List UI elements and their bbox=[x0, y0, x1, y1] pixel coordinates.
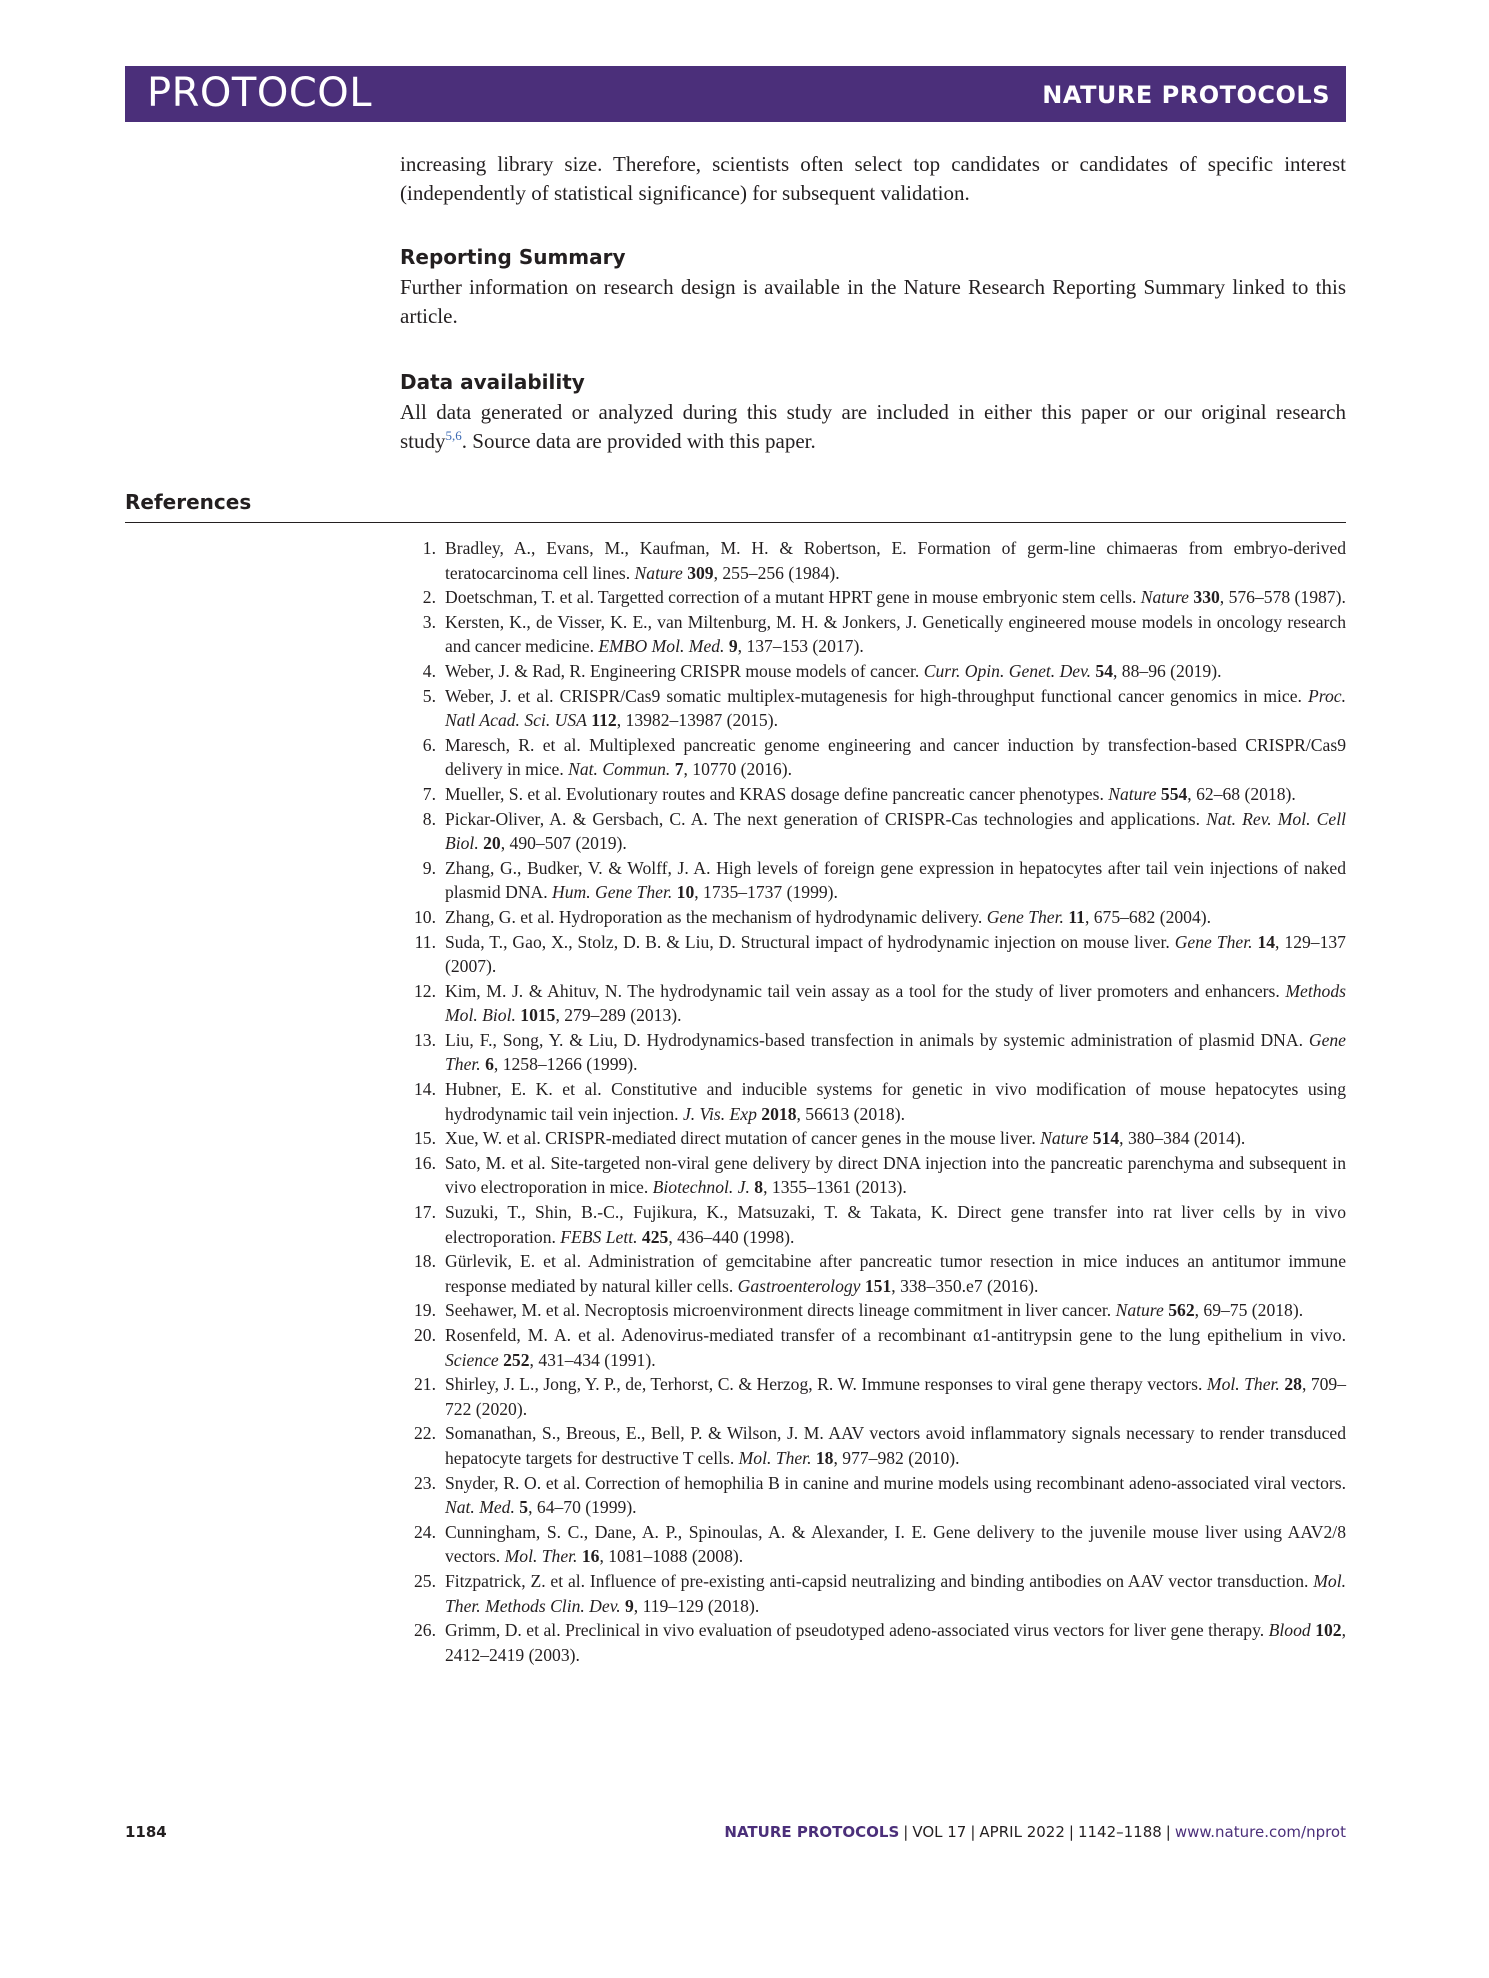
reference-text: Grimm, D. et al. Preclinical in vivo evaluation of pseudotyped adeno-associated virus vectors for liver gene therapy. bbox=[445, 1620, 1265, 1641]
reference-number: 20. bbox=[414, 1325, 436, 1345]
reference-journal: Mol. Ther. bbox=[504, 1546, 578, 1567]
reference-volume: 10 bbox=[676, 882, 695, 903]
reference-number: 14. bbox=[414, 1079, 436, 1100]
reference-number: 16. bbox=[414, 1152, 436, 1173]
reference-text: Gürlevik, E. et al. Administration of gemcitabine after pancreatic tumor resection in mice induces an antitumor immune response mediated by natural killer cells. bbox=[445, 1251, 1346, 1296]
reference-text: Somanathan, S., Breous, E., Bell, P. & Wilson, J. M. AAV vectors avoid inflammatory signals necessary to render transduced hepatocyte targets for destructive T cells. bbox=[445, 1423, 1346, 1468]
reference-pages-year: , 436–440 (1998). bbox=[668, 1226, 795, 1247]
reference-journal: Mol. Ther. bbox=[1206, 1374, 1280, 1395]
reference-item bbox=[400, 1471, 1346, 1520]
reference-item bbox=[400, 930, 1346, 979]
reference-text: Zhang, G. et al. Hydroporation as the mechanism of hydrodynamic delivery. bbox=[445, 906, 983, 927]
reference-number: 6. bbox=[422, 734, 436, 755]
reference-text: Xue, W. et al. CRISPR-mediated direct mutation of cancer genes in the mouse liver. bbox=[445, 1128, 1036, 1149]
reference-journal: Gene Ther. bbox=[1174, 931, 1253, 952]
data-availability-text-main: All data generated or analyzed during this study are included in either this paper or our original research study bbox=[400, 400, 1346, 453]
reference-text: Bradley, A., Evans, M., Kaufman, M. H. & Robertson, E. Formation of germ-line chimaeras from embryo-derived teratocarcinoma cell lines. bbox=[445, 538, 1346, 583]
reference-text: Sato, M. et al. Site-targeted non-viral gene delivery by direct DNA injection into the pancreatic parenchyma and subsequent in vivo electroporation in mice. bbox=[445, 1152, 1346, 1198]
footer-date: APRIL 2022 bbox=[979, 1823, 1065, 1841]
reference-item bbox=[400, 979, 1346, 1028]
reference-text: Suzuki, T., Shin, B.-C., Fujikura, K., Matsuzaki, T. & Takata, K. Direct gene transfer into rat liver cells by in vivo electroporation. bbox=[445, 1202, 1346, 1247]
header-banner bbox=[125, 66, 1346, 122]
reference-volume: 9 bbox=[728, 636, 738, 657]
data-availability-heading: Data availability bbox=[400, 370, 585, 394]
reference-item bbox=[400, 1421, 1346, 1470]
reference-journal: Mol. Ther. bbox=[738, 1447, 812, 1468]
reference-pages-year: , 338–350.e7 (2016). bbox=[891, 1275, 1039, 1296]
reference-pages-year: , 64–70 (1999). bbox=[528, 1497, 637, 1518]
reference-journal: Blood bbox=[1268, 1620, 1311, 1641]
reference-item bbox=[400, 1569, 1346, 1618]
reference-item bbox=[400, 684, 1346, 733]
reference-journal: Hum. Gene Ther. bbox=[552, 882, 673, 903]
reference-number: 26. bbox=[414, 1620, 436, 1641]
reference-item bbox=[400, 782, 1346, 807]
reference-pages-year: , 62–68 (2018). bbox=[1187, 783, 1296, 804]
reference-journal: Nat. Med. bbox=[445, 1497, 515, 1518]
reference-item bbox=[400, 807, 1346, 856]
reference-pages-year: , 1258–1266 (1999). bbox=[493, 1054, 638, 1075]
reference-item bbox=[400, 1372, 1346, 1421]
reference-number: 24. bbox=[414, 1521, 436, 1542]
reference-item bbox=[400, 1151, 1346, 1200]
reference-pages-year: , 380–384 (2014). bbox=[1119, 1128, 1246, 1149]
reference-number: 15. bbox=[414, 1128, 436, 1149]
reference-journal: Gene Ther. bbox=[445, 1029, 1346, 1075]
reference-text: Cunningham, S. C., Dane, A. P., Spinoulas, A. & Alexander, I. E. Gene delivery to the juvenile mouse liver using AAV2/8 vectors. bbox=[445, 1521, 1346, 1567]
reference-volume: 7 bbox=[674, 759, 684, 780]
reference-journal: Nature bbox=[1108, 783, 1157, 804]
reference-volume: 18 bbox=[815, 1447, 834, 1468]
reference-volume: 5 bbox=[519, 1497, 529, 1518]
reference-volume: 112 bbox=[591, 710, 617, 731]
reference-text: Rosenfeld, M. A. et al. Adenovirus-mediated transfer of a recombinant α1-antitrypsin gene to the lung epithelium in vivo. bbox=[445, 1325, 1346, 1345]
reference-journal: Science bbox=[445, 1349, 499, 1370]
reference-item bbox=[400, 1520, 1346, 1569]
reference-number: 3. bbox=[422, 611, 436, 632]
reference-volume: 9 bbox=[625, 1595, 634, 1616]
reference-number: 22. bbox=[414, 1423, 436, 1444]
reference-number: 18. bbox=[414, 1251, 436, 1272]
reference-volume: 1015 bbox=[520, 1005, 556, 1026]
reference-journal: Nature bbox=[1040, 1128, 1089, 1149]
reference-text: Liu, F., Song, Y. & Liu, D. Hydrodynamics-based transfection in animals by systemic administration of plasmid DNA. bbox=[445, 1029, 1303, 1050]
reference-pages-year: , 129–137 (2007). bbox=[445, 931, 1346, 977]
citation-link[interactable]: 5,6 bbox=[445, 428, 462, 443]
reference-journal: Nature bbox=[634, 562, 683, 583]
reference-journal: Curr. Opin. Genet. Dev. bbox=[923, 660, 1091, 681]
reference-number: 23. bbox=[414, 1472, 436, 1493]
reference-text: Mueller, S. et al. Evolutionary routes and KRAS dosage define pancreatic cancer phenotypes. bbox=[445, 783, 1104, 804]
footer-separator: | bbox=[903, 1823, 909, 1841]
reference-text: Maresch, R. et al. Multiplexed pancreatic genome engineering and cancer induction by transfection-based CRISPR/Cas9 delivery in mice. bbox=[445, 734, 1346, 780]
reference-pages-year: , 10770 (2016). bbox=[683, 759, 792, 780]
reference-volume: 11 bbox=[1068, 906, 1085, 927]
reference-volume: 54 bbox=[1095, 660, 1113, 681]
footer-separator: | bbox=[970, 1823, 976, 1841]
reference-pages-year: , 69–75 (2018). bbox=[1194, 1300, 1304, 1321]
reference-number: 21. bbox=[414, 1374, 436, 1395]
reference-number: 5. bbox=[422, 685, 436, 706]
reference-text: Shirley, J. L., Jong, Y. P., de, Terhorst, C. & Herzog, R. W. Immune responses to viral gene therapy vectors. bbox=[445, 1374, 1203, 1395]
reference-item bbox=[400, 1618, 1346, 1667]
reference-pages-year: , 13982–13987 (2015). bbox=[616, 710, 778, 731]
article-type-label: PROTOCOL bbox=[147, 70, 373, 116]
reference-number: 8. bbox=[422, 808, 436, 829]
reference-volume: 514 bbox=[1092, 1128, 1120, 1149]
reference-pages-year: , 977–982 (2010). bbox=[833, 1447, 960, 1468]
reference-item bbox=[400, 733, 1346, 782]
reference-journal: Methods Mol. Biol. bbox=[445, 980, 1346, 1026]
reference-pages-year: , 119–129 (2018). bbox=[633, 1595, 760, 1616]
reference-number: 25. bbox=[414, 1570, 436, 1591]
reference-text: Weber, J. et al. CRISPR/Cas9 somatic multiplex-mutagenesis for high-throughput functional cancer genomics in mice. bbox=[445, 685, 1302, 706]
reference-text: Suda, T., Gao, X., Stolz, D. B. & Liu, D. Structural impact of hydrodynamic injection on mouse liver. bbox=[445, 931, 1170, 952]
reference-pages-year: , 490–507 (2019). bbox=[500, 833, 627, 854]
reference-journal: Gastroenterology bbox=[737, 1275, 861, 1296]
reference-number: 4. bbox=[422, 660, 436, 681]
reference-item bbox=[400, 1126, 1346, 1151]
reference-pages-year: , 1735–1737 (1999). bbox=[694, 882, 838, 903]
reference-text: Kim, M. J. & Ahituv, N. The hydrodynamic tail vein assay as a tool for the study of liver promoters and enhancers. bbox=[445, 980, 1280, 1001]
reference-pages-year: , 709–722 (2020). bbox=[445, 1374, 1347, 1419]
reporting-summary-section bbox=[400, 245, 1346, 331]
references-heading: References bbox=[125, 490, 252, 514]
intro-paragraph: increasing library size. Therefore, scientists often select top candidates or candidates of specific interest (independently of statistical significance) for subsequent validation. bbox=[400, 152, 1346, 205]
reference-item bbox=[400, 585, 1346, 610]
reference-item bbox=[400, 1200, 1346, 1249]
reference-journal: Nature bbox=[1115, 1300, 1164, 1321]
reference-volume: 562 bbox=[1168, 1300, 1195, 1321]
reference-journal: EMBO Mol. Med. bbox=[598, 636, 725, 657]
reference-volume: 151 bbox=[864, 1275, 892, 1296]
reference-volume: 2018 bbox=[761, 1103, 797, 1124]
reference-item bbox=[400, 1077, 1346, 1126]
reference-item bbox=[400, 659, 1346, 684]
reference-pages-year: , 1355–1361 (2013). bbox=[763, 1177, 907, 1198]
footer-url-link[interactable]: www.nature.com/nprot bbox=[1174, 1823, 1346, 1841]
data-availability-text bbox=[400, 398, 1346, 456]
reference-item bbox=[400, 536, 1346, 585]
reporting-summary-text: Further information on research design is available in the Nature Research Reporting Summary linked to this article. bbox=[400, 275, 1346, 328]
reference-volume: 309 bbox=[687, 562, 714, 583]
reference-item bbox=[400, 905, 1346, 930]
reference-journal: FEBS Lett. bbox=[560, 1226, 638, 1247]
reference-number: 2. bbox=[422, 587, 436, 608]
reference-volume: 330 bbox=[1193, 587, 1220, 608]
reference-text: Weber, J. & Rad, R. Engineering CRISPR mouse models of cancer. bbox=[445, 660, 920, 681]
data-availability-text-end: . Source data are provided with this paper. bbox=[461, 429, 816, 453]
reference-text: Kersten, K., de Visser, K. E., van Miltenburg, M. H. & Jonkers, J. Genetically engineered mouse models in oncology research and cancer medicine. bbox=[445, 611, 1346, 657]
footer-pages: 1142–1188 bbox=[1077, 1823, 1162, 1841]
reference-pages-year: , 675–682 (2004). bbox=[1084, 906, 1212, 927]
references-divider bbox=[125, 522, 1346, 523]
reference-item bbox=[400, 1249, 1346, 1298]
reference-item bbox=[400, 1028, 1346, 1077]
reference-volume: 16 bbox=[581, 1546, 600, 1567]
reference-number: 10. bbox=[414, 906, 436, 927]
reference-journal: Gene Ther. bbox=[986, 906, 1064, 927]
footer-journal: NATURE PROTOCOLS bbox=[724, 1823, 900, 1841]
footer-volume: VOL 17 bbox=[912, 1823, 967, 1841]
reference-pages-year: , 1081–1088 (2008). bbox=[599, 1546, 744, 1567]
reference-number: 1. bbox=[422, 538, 436, 558]
reference-journal: Nature bbox=[1140, 587, 1189, 608]
intro-section bbox=[400, 150, 1346, 208]
journal-name: NATURE PROTOCOLS bbox=[1042, 81, 1330, 109]
reference-volume: 20 bbox=[483, 833, 501, 854]
reference-text: Fitzpatrick, Z. et al. Influence of pre-existing anti-capsid neutralizing and binding antibodies on AAV vector transduction. bbox=[445, 1570, 1309, 1591]
reference-volume: 28 bbox=[1284, 1374, 1302, 1395]
reference-number: 7. bbox=[422, 783, 436, 804]
reference-volume: 425 bbox=[641, 1226, 669, 1247]
reporting-summary-heading: Reporting Summary bbox=[400, 245, 626, 269]
reference-volume: 102 bbox=[1315, 1620, 1342, 1641]
reference-text: Hubner, E. K. et al. Constitutive and inducible systems for genetic in vivo modification of mouse hepatocytes using hydrodynamic tail vein injection. bbox=[445, 1079, 1346, 1124]
reference-pages-year: , 88–96 (2019). bbox=[1113, 660, 1222, 681]
reference-item bbox=[400, 610, 1346, 659]
reference-number: 17. bbox=[414, 1202, 436, 1223]
reference-volume: 6 bbox=[485, 1054, 494, 1075]
reference-item bbox=[400, 1298, 1346, 1323]
reference-text: Pickar-Oliver, A. & Gersbach, C. A. The next generation of CRISPR-Cas technologies and applications. bbox=[445, 808, 1200, 829]
references-list bbox=[400, 536, 1346, 1667]
reference-text: Doetschman, T. et al. Targetted correction of a mutant HPRT gene in mouse embryonic stem cells. bbox=[445, 587, 1137, 608]
reference-pages-year: , 576–578 (1987). bbox=[1219, 587, 1346, 608]
reference-volume: 8 bbox=[754, 1177, 764, 1198]
page-number: 1184 bbox=[125, 1823, 167, 1841]
reference-item bbox=[400, 1323, 1346, 1372]
reference-journal: J. Vis. Exp bbox=[682, 1103, 757, 1124]
reference-number: 9. bbox=[422, 857, 436, 878]
reference-pages-year: , 2412–2419 (2003). bbox=[445, 1620, 1346, 1665]
reference-number: 13. bbox=[414, 1029, 436, 1050]
reference-volume: 14 bbox=[1257, 931, 1276, 952]
reference-pages-year: , 56613 (2018). bbox=[796, 1103, 905, 1124]
reference-pages-year: , 431–434 (1991). bbox=[529, 1349, 656, 1370]
reference-text: Zhang, G., Budker, V. & Wolff, J. A. High levels of foreign gene expression in hepatocytes after tail vein injections of naked plasmid DNA. bbox=[445, 857, 1346, 903]
reference-number: 19. bbox=[414, 1300, 436, 1321]
reference-text: Snyder, R. O. et al. Correction of hemophilia B in canine and murine models using recombinant adeno-associated viral vectors. bbox=[445, 1472, 1346, 1493]
reference-pages-year: , 279–289 (2013). bbox=[555, 1005, 682, 1026]
reference-number: 11. bbox=[414, 931, 436, 952]
footer-citation bbox=[724, 1823, 1346, 1841]
footer-separator: | bbox=[1165, 1823, 1171, 1841]
reference-journal: Biotechnol. J. bbox=[652, 1177, 750, 1198]
data-availability-section bbox=[400, 370, 1346, 456]
reference-item bbox=[400, 856, 1346, 905]
footer-separator: | bbox=[1068, 1823, 1074, 1841]
reference-volume: 554 bbox=[1160, 783, 1188, 804]
reference-volume: 252 bbox=[503, 1349, 530, 1370]
reference-pages-year: , 137–153 (2017). bbox=[737, 636, 864, 657]
reference-journal: Nat. Commun. bbox=[568, 759, 671, 780]
reference-text: Seehawer, M. et al. Necroptosis microenvironment directs lineage commitment in liver cancer. bbox=[445, 1300, 1112, 1321]
reference-journal: Mol. Ther. Methods Clin. Dev. bbox=[445, 1570, 1346, 1616]
reference-journal: Proc. Natl Acad. Sci. USA bbox=[445, 685, 1346, 731]
reference-journal: Nat. Rev. Mol. Cell Biol. bbox=[445, 808, 1346, 854]
reference-pages-year: , 255–256 (1984). bbox=[713, 562, 840, 583]
reference-number: 12. bbox=[414, 980, 436, 1001]
